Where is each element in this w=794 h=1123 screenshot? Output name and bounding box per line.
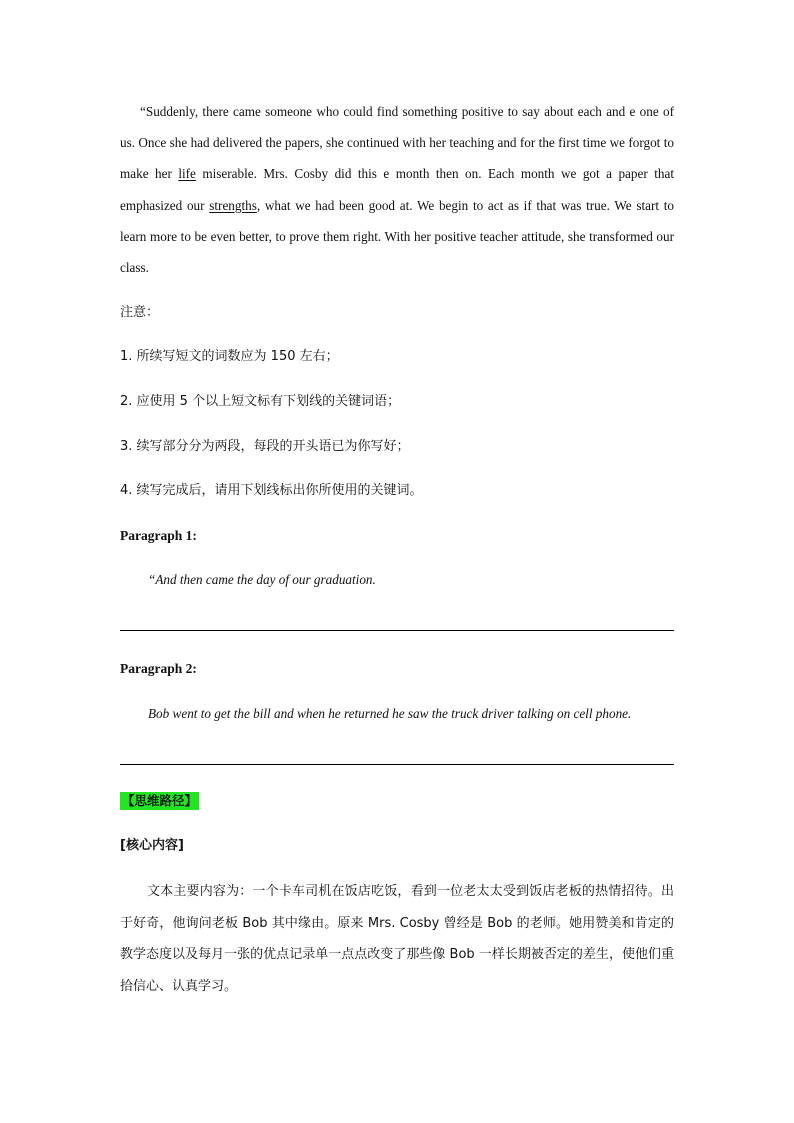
passage-text-3: , what we had been good at. We begin to act as if that was true. We start to learn more to be even better, to prove them right. With her positive teacher attitude, she transformed our class. [120, 197, 674, 276]
notes-label: 注意： [120, 305, 160, 320]
thinking-path-row [120, 792, 674, 810]
paragraph2-opening: Bob went to get the bill and when he returned he saw the truck driver talking on cell phone. [148, 706, 632, 721]
note-item-4: 4. 续写完成后，请用下划线标出你所使用的关键词。 [120, 483, 423, 498]
paragraph2-heading: Paragraph 2: [120, 661, 197, 676]
keyword-life: life [178, 166, 196, 182]
note-item-2: 2. 应使用 5 个以上短文标有下划线的关键词语； [120, 394, 401, 409]
story-passage [120, 96, 674, 283]
paragraph1-heading: Paragraph 1: [120, 528, 197, 543]
passage-text-2: miserable. Mrs. Cosby did this e month then on. Each month we got a paper that emphasized our [120, 166, 674, 213]
answer-line-2 [120, 764, 674, 765]
note-item-3: 3. 续写部分分为两段，每段的开头语已为你写好； [120, 439, 410, 454]
passage-text-1: “Suddenly, there came someone who could find something positive to say about each and e one of us. Once she had delivered the papers, she continued with her teaching and for the first time we forgot to make her [120, 104, 674, 182]
thinking-path-tag: 【思维路径】 [122, 793, 198, 808]
summary-paragraph: 文本主要内容为：一个卡车司机在饭店吃饭，看到一位老太太受到饭店老板的热情招待。出于好奇，他询问老板 Bob 其中缘由。原来 Mrs. Cosby 曾经是 Bob 的老师。她用赞美和肯定的教学态度以及每月一张的优点记录单一点点改变了那些像 Bob 一样长期被否定的差生，使他们重拾信心、认真学习。 [120, 884, 674, 994]
answer-line-1 [120, 630, 674, 631]
paragraph1-opening: “And then came the day of our graduation. [148, 572, 376, 587]
note-item-1: 1. 所续写短文的词数应为 150 左右； [120, 349, 339, 364]
core-content-heading: [核心内容] [120, 838, 184, 853]
keyword-strengths: strengths [209, 197, 257, 213]
